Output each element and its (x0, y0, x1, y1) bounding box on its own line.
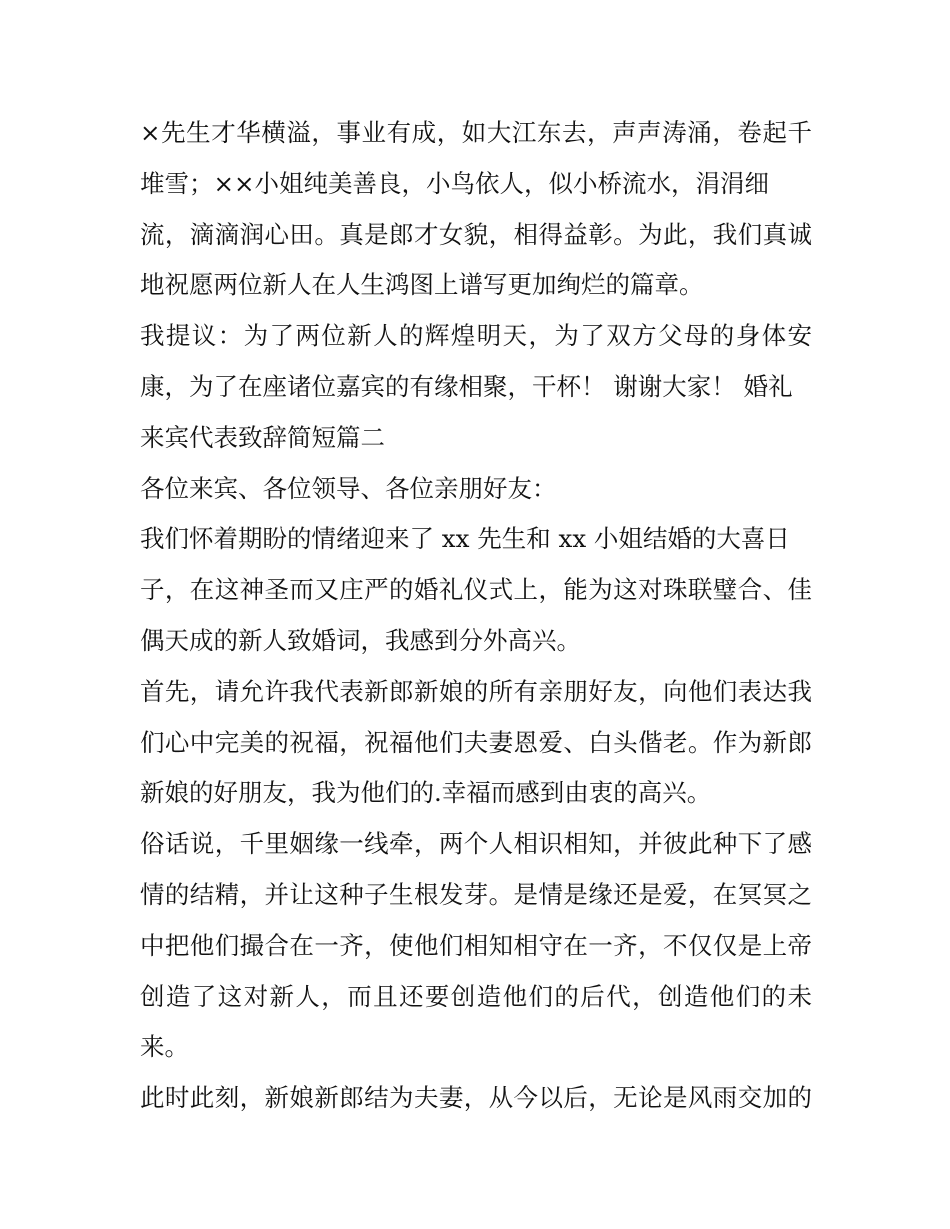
salutation: 各位来宾、各位领导、各位亲朋好友： (140, 473, 557, 503)
text-line: 俗话说，千里姻缘一线牵，两个人相识相知，并彼此种下了感 (140, 829, 812, 859)
document-body (140, 108, 812, 1124)
text-line: 情的结精，并让这种子生根发芽。是情是缘还是爱，在冥冥之 (140, 879, 812, 909)
text-line: 流，滴滴润心田。真是郎才女貌，相得益彰。为此，我们真诚 (140, 219, 812, 249)
text-line: 子，在这神圣而又庄严的婚礼仪式上，能为这对珠联璧合、佳 (140, 575, 812, 605)
text-line: 地祝愿两位新人在人生鸿图上谱写更加绚烂的篇章。 (140, 270, 704, 300)
text-line: 我们怀着期盼的情绪迎来了 xx 先生和 xx 小姐结婚的大喜日 (140, 524, 790, 554)
text-line: 此时此刻，新娘新郎结为夫妻，从今以后，无论是风雨交加的 (140, 1083, 812, 1113)
text-line: ×先生才华横溢，事业有成，如大江东去，声声涛涌，卷起千 (140, 118, 812, 147)
text-line: 创造了这对新人，而且还要创造他们的后代，创造他们的未 (140, 981, 812, 1011)
text-line: 偶天成的新人致婚词，我感到分外高兴。 (140, 625, 581, 655)
text-line: 堆雪；××小姐纯美善良，小鸟依人，似小桥流水，涓涓细 (140, 168, 770, 198)
section-heading: 来宾代表致辞简短篇二 (140, 422, 385, 452)
text-line: 来。 (140, 1032, 189, 1062)
text-line: 们心中完美的祝福，祝福他们夫妻恩爱、白头偕老。作为新郎 (140, 727, 812, 757)
text-line: 康，为了在座诸位嘉宾的有缘相聚，干杯！ 谢谢大家！ 婚礼 (140, 371, 793, 401)
text-line: 中把他们撮合在一齐，使他们相知相守在一齐，不仅仅是上帝 (140, 930, 812, 960)
text-line: 首先，请允许我代表新郎新娘的所有亲朋好友，向他们表达我 (140, 676, 812, 706)
text-line: 新娘的好朋友，我为他们的.幸福而感到由衷的高兴。 (140, 778, 712, 808)
text-line: 我提议：为了两位新人的辉煌明天，为了双方父母的身体安 (140, 321, 812, 351)
